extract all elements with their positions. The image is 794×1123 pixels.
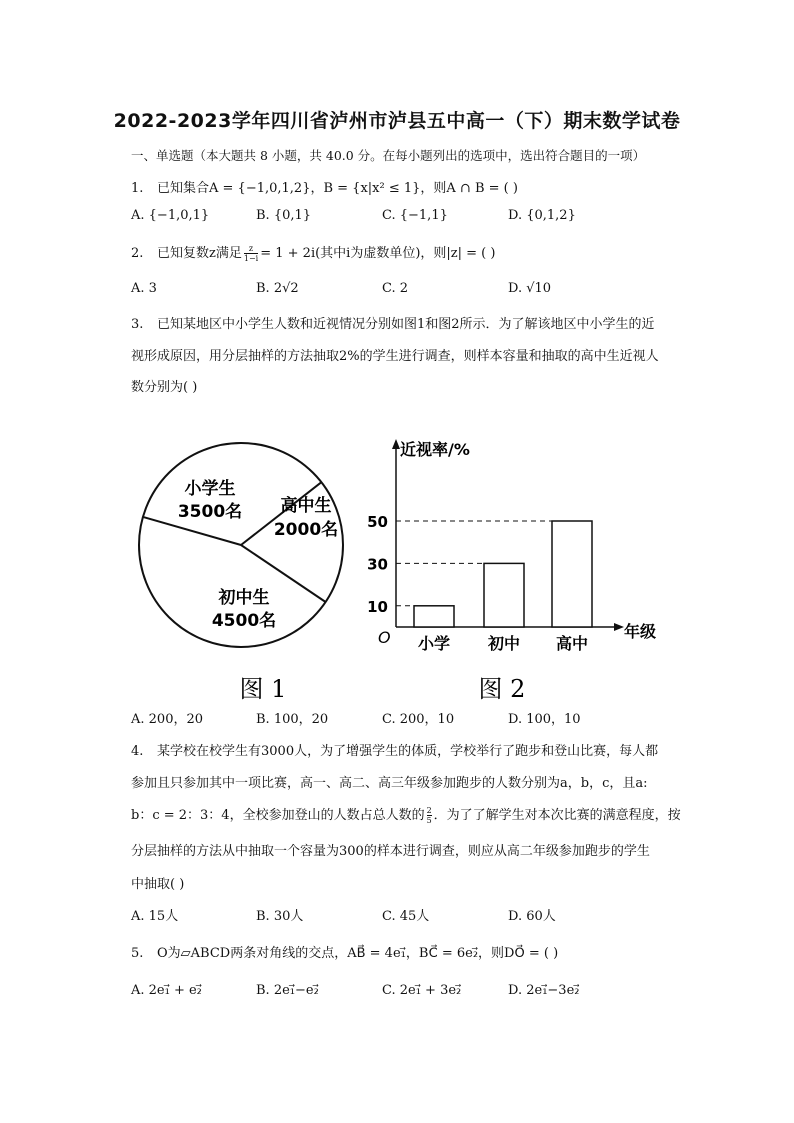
question-text-post: = 1 + 2i(其中i为虚数单位)，则|z| = ( ): [260, 246, 496, 261]
fraction-numerator: z: [244, 244, 258, 254]
section-heading: 一、单选题（本大题共 8 小题，共 40.0 分。在每小题列出的选项中，选出符合题目的一项）: [131, 148, 646, 163]
option-a: A. 3: [131, 281, 157, 296]
x-category-label: 高中: [555, 634, 589, 653]
option-c: C. 2e₁⃗ + 3e₂⃗: [382, 983, 462, 998]
question-number: 3.: [131, 317, 144, 332]
question-text: 已知集合A = {−1,0,1,2}，B = {x|x² ≤ 1}，则A ∩ B = ( ): [157, 181, 518, 196]
question-text-line: 视形成原因，用分层抽样的方法抽取2%的学生进行调查，则样本容量和抽取的高中生近视人: [131, 349, 659, 364]
option-a: A. 200，20: [131, 712, 204, 727]
figure-1-caption: 图 1: [239, 675, 287, 703]
question-text-line: 中抽取( ): [131, 877, 185, 892]
question-number: 2.: [131, 246, 144, 261]
pie-label-high: 高中生: [280, 496, 332, 516]
question-5: [131, 942, 558, 961]
pie-chart: [139, 443, 343, 703]
figures-svg: [130, 425, 670, 715]
x-category-label: 初中: [487, 634, 521, 653]
question-number: 4.: [131, 744, 144, 759]
fraction-numerator: 2: [426, 806, 432, 815]
x-category-label: 小学: [417, 634, 451, 653]
question-text-line: [131, 804, 681, 825]
question-3: [131, 313, 655, 332]
figure-2-caption: 图 2: [478, 675, 526, 703]
option-a: A. 15人: [131, 909, 179, 924]
option-c: C. 45人: [382, 909, 430, 924]
bar-middle: [484, 563, 524, 627]
bar-chart: [367, 439, 656, 703]
y-tick-label: 30: [367, 555, 388, 574]
question-text-line: 数分别为( ): [131, 380, 198, 395]
y-axis-arrow: [392, 439, 400, 449]
option-b: B. {0,1}: [256, 208, 312, 223]
question-text-pre: b：c = 2：3：4，全校参加登山的人数占总人数的: [131, 808, 425, 823]
question-text-line: 参加且只参加其中一项比赛，高一、高二、高三年级参加跑步的人数分别为a，b，c，且a:: [131, 776, 648, 791]
pie-label-middle: 初中生: [218, 588, 270, 608]
question-2: [131, 242, 495, 263]
question-text-line: 某学校在校学生有3000人，为了增强学生的体质，学校举行了跑步和登山比赛，每人都: [157, 744, 659, 759]
pie-label-primary: 小学生: [184, 479, 236, 499]
option-d: D. {0,1,2}: [508, 208, 576, 223]
option-d: D. 2e₁⃗−3e₂⃗: [508, 983, 580, 998]
figures: [130, 425, 670, 715]
fraction-denominator: 5: [426, 816, 432, 825]
option-d: D. √10: [508, 281, 552, 296]
x-axis-arrow: [614, 623, 624, 631]
bar-high: [552, 521, 592, 627]
question-number: 1.: [131, 181, 144, 196]
option-c: C. 200，10: [382, 712, 455, 727]
y-axis-label: 近视率/%: [400, 440, 470, 459]
option-d: D. 100，10: [508, 712, 581, 727]
y-tick-label: 50: [367, 513, 388, 531]
option-c: C. {−1,1}: [382, 208, 448, 223]
question-text-pre: 已知复数z满足: [157, 246, 242, 261]
option-b: B. 2√2: [256, 281, 299, 296]
fraction: [427, 806, 432, 825]
question-number: 5.: [131, 946, 144, 961]
question-4: [131, 740, 658, 759]
bar-primary: [414, 606, 454, 627]
option-b: B. 30人: [256, 909, 304, 924]
fraction: [244, 244, 258, 263]
option-a: A. 2e₁⃗ + e₂⃗: [131, 983, 202, 998]
question-text-line: 分层抽样的方法从中抽取一个容量为300的样本进行调查，则应从高二年级参加跑步的学生: [131, 844, 650, 859]
question-text-post: ．为了了解学生对本次比赛的满意程度，按: [433, 808, 681, 823]
x-axis-label: 年级: [624, 622, 657, 641]
question-text-line: 已知某地区中小学生人数和近视情况分别如图1和图2所示．为了解该地区中小学生的近: [157, 317, 655, 332]
page-title: 2022-2023学年四川省泸州市泸县五中高一（下）期末数学试卷: [113, 110, 681, 132]
question-text: O为▱ABCD两条对角线的交点，AB⃗ = 4e₁⃗，BC⃗ = 6e₂⃗，则DO⃗ = ( ): [157, 946, 559, 961]
option-b: B. 100，20: [256, 712, 329, 727]
option-a: A. {−1,0,1}: [131, 208, 210, 223]
pie-value-primary: 3500名: [177, 502, 243, 522]
pie-value-middle: 4500名: [211, 611, 277, 631]
option-c: C. 2: [382, 281, 409, 296]
fraction-denominator: 1−i: [243, 254, 259, 263]
option-b: B. 2e₁⃗−e₂⃗: [256, 983, 319, 998]
origin-label: O: [378, 628, 391, 647]
option-d: D. 60人: [508, 909, 556, 924]
pie-value-high: 2000名: [273, 520, 339, 540]
y-tick-label: 10: [367, 597, 388, 616]
question-1: [131, 177, 518, 196]
